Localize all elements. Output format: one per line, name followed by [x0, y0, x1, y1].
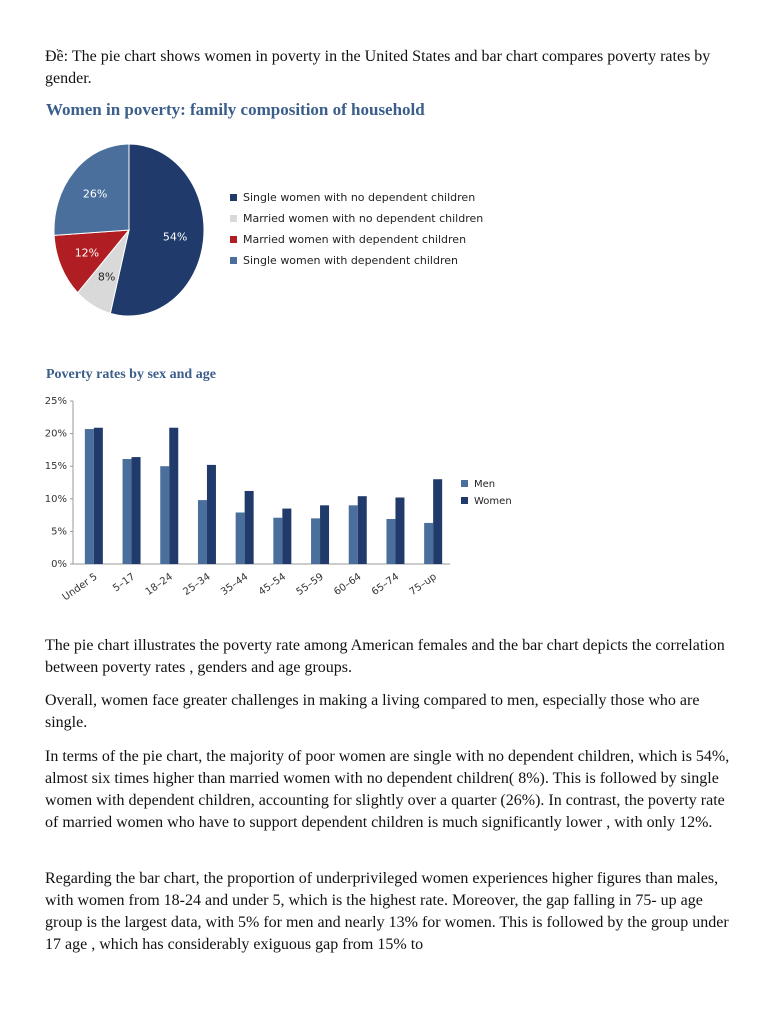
bar-women: [207, 465, 216, 564]
bar-women: [320, 505, 329, 564]
bar-women: [395, 497, 404, 564]
y-tick-label: 10%: [44, 493, 67, 505]
x-tick-label: 45–54: [256, 571, 289, 598]
pie-slice-label: 54%: [162, 230, 188, 244]
pie-legend-label: Single women with dependent children: [243, 254, 458, 267]
pie-legend-label: Married women with dependent children: [243, 233, 467, 246]
x-tick-label: 75–up: [407, 571, 439, 598]
bar-women: [358, 496, 367, 564]
pie-chart-title: Women in poverty: family composition of household: [46, 100, 425, 119]
bar-women: [245, 491, 254, 564]
pie-slice-label: 12%: [74, 246, 100, 260]
x-tick-label: 5–17: [111, 571, 138, 595]
assignment-prompt: Đề: The pie chart shows women in poverty in the United States and bar chart compares poverty rates by gender.: [45, 48, 711, 87]
bar-women: [433, 479, 442, 564]
pie-slice-label: 8%: [97, 270, 116, 284]
bar-women: [169, 428, 178, 564]
pie-legend-label: Married women with no dependent children: [243, 212, 484, 225]
bar-men: [311, 518, 320, 564]
bar-women: [94, 428, 103, 564]
x-tick-label: 25–34: [181, 571, 213, 598]
bar-men: [123, 459, 132, 564]
bar-men: [273, 518, 282, 564]
bar-women: [132, 457, 141, 564]
essay-paragraph-4: Regarding the bar chart, the proportion of underprivileged women experiences higher figures than males, with women from 18-24 and under 5, which is the highest rate. Moreover, the gap falling in 75- up age group is the largest data, with 5% for men and nearly 13% for women. This is followed by the group under 17 age , which has considerably exiguous gap from 15% to: [45, 870, 729, 953]
bar-women: [282, 509, 291, 564]
y-tick-label: 25%: [44, 396, 67, 407]
x-tick-label: 35–44: [219, 571, 251, 598]
bar-men: [160, 466, 169, 564]
x-tick-label: 18–24: [143, 571, 175, 598]
y-tick-label: 5%: [51, 526, 67, 538]
bar-men: [424, 523, 433, 564]
essay-paragraph-1: The pie chart illustrates the poverty rate among American females and the bar chart depicts the correlation between poverty rates , genders and age groups.: [45, 637, 725, 676]
y-tick-label: 15%: [44, 461, 67, 473]
x-tick-label: 55–59: [294, 571, 326, 598]
pie-legend-label: Single women with no dependent children: [243, 191, 476, 204]
essay-paragraph-3: In terms of the pie chart, the majority of poor women are single with no dependent children, which is 54%, almost six times higher than married women with no dependent children( 8%). This is followed by single women with dependent children, accounting for slightly over a quarter (26%). In contrast, the poverty rate of married women who have to support dependent children is much significantly lower , with only 12%.: [45, 748, 730, 831]
bar-legend-label: Women: [474, 496, 512, 507]
pie-slice-label: 26%: [82, 187, 108, 201]
bar-men: [386, 519, 395, 564]
y-tick-label: 0%: [51, 559, 67, 570]
bar-men: [349, 505, 358, 564]
bar-men: [85, 429, 94, 564]
bar-legend-swatch: [461, 497, 468, 504]
essay-paragraph-2: Overall, women face greater challenges in making a living compared to men, especially those who are single.: [45, 692, 700, 731]
bar-legend-swatch: [461, 480, 468, 487]
x-tick-label: Under 5: [60, 571, 100, 604]
bar-legend-label: Men: [474, 479, 496, 490]
bar-men: [198, 500, 207, 564]
x-tick-label: 60–64: [332, 571, 364, 598]
bar-men: [236, 512, 245, 564]
x-tick-label: 65–74: [369, 571, 402, 598]
y-tick-label: 20%: [44, 428, 67, 440]
bar-chart-title: Poverty rates by sex and age: [46, 367, 216, 382]
